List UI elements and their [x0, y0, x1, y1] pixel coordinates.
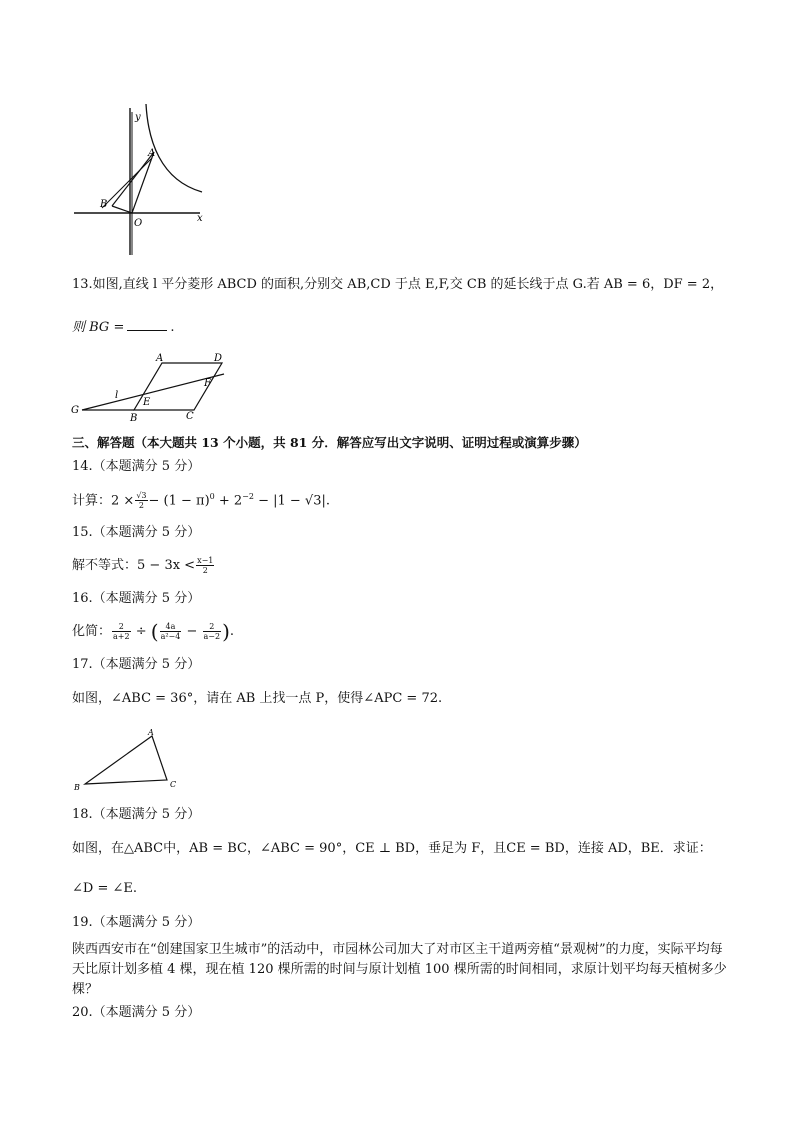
label-E: E	[143, 397, 151, 408]
label-x: x	[197, 213, 203, 224]
q16-prefix: 化简：	[72, 624, 112, 639]
q18-header: 18.（本题满分 5 分）	[72, 807, 201, 822]
q15-prefix: 解不等式：	[72, 558, 138, 573]
q14-expr-c: + 2	[214, 493, 243, 509]
label-D: D	[214, 353, 223, 364]
q14-fraction: $\frac{√3}{2}$	[136, 491, 147, 511]
label-y: y	[135, 112, 141, 123]
label-F: F	[204, 378, 211, 389]
q14-expr-a: 2 ×	[111, 493, 135, 509]
q14-expr-b: − (1 − π)	[148, 493, 210, 509]
q16-fraction-1: $\frac{2}{a+2}$	[113, 622, 130, 641]
q16-fraction-2: $\frac{4a}{\text{a²−4}}$	[160, 622, 181, 641]
label-B: B	[74, 783, 80, 792]
q14-prefix: 计算：	[72, 493, 112, 509]
label-A: A	[156, 353, 164, 364]
q15-expression	[72, 556, 215, 575]
q13-line2	[72, 318, 174, 337]
q20-header: 20.（本题满分 5 分）	[72, 1005, 201, 1020]
label-O: O	[134, 218, 143, 229]
label-G: G	[71, 405, 79, 416]
q14-expression: 计算：2 × $\frac{√3}{2}$ − $(1 - \pi)^0 + 2^{-2} - |1 - √3|$.	[72, 491, 331, 511]
q14-header: 14.（本题满分 5 分）	[72, 459, 201, 474]
hyperbola-graph-figure	[70, 100, 210, 260]
q13-line1: 13.如图,直线 l 平分菱形 ABCD 的面积,分别交 AB,CD 于点 E,F,交 CB 的延长线于点 G.若 AB = 6，DF = 2，	[72, 277, 724, 292]
q14-expr-d: − |1 − √3|.	[253, 493, 331, 509]
q16-expression: 化简： $\frac{2}{a+2}$ ÷ ( $\frac{4a}{\text{a²−4}}$ − $\frac{2}{a-2}$ ).	[72, 619, 235, 644]
q18-line1: 如图，在△ABC中，AB = BC，∠ABC = 90°，CE ⊥ BD，垂足为 F，且CE = BD，连接 AD，BE．求证：	[72, 841, 712, 856]
q18-line2: ∠D = ∠E.	[72, 881, 137, 896]
q15-expr: 5 − 3x <	[137, 558, 196, 573]
q19-header: 19.（本题满分 5 分）	[72, 915, 201, 930]
label-A: A	[148, 148, 156, 159]
label-C: C	[186, 411, 194, 422]
rhombus-figure	[68, 350, 238, 425]
q13-line2-post: .	[170, 320, 175, 335]
q13-answer-blank	[127, 318, 167, 331]
q17-header: 17.（本题满分 5 分）	[72, 657, 201, 672]
q15-header: 15.（本题满分 5 分）	[72, 525, 201, 540]
q15-fraction: $\frac{x-1}{2}$	[197, 556, 214, 575]
label-l: l	[115, 390, 119, 401]
q17-text: 如图，∠ABC = 36°，请在 AB 上找一点 P，使得∠APC = 72.	[72, 691, 443, 706]
label-C: C	[170, 780, 177, 789]
q16-header: 16.（本题满分 5 分）	[72, 591, 201, 606]
triangle-figure	[70, 724, 190, 796]
q13-line2-pre: 则 BG =	[72, 320, 125, 335]
label-B: B	[130, 413, 138, 424]
q16-fraction-3: $\frac{2}{a-2}$	[203, 622, 221, 641]
section-3-title: 三、解答题（本大题共 13 个小题，共 81 分．解答应写出文字说明、证明过程或演算步骤）	[72, 435, 587, 450]
label-B: B	[100, 199, 108, 210]
q19-text: 陕西西安市在“创建国家卫生城市”的活动中，市园林公司加大了对市区主干道两旁植“景观树”的力度，实际平均每天比原计划多植 4 棵，现在植 120 棵所需的时间与原计划植 100 棵所需的时间相同，求原计划平均每天植树多少棵？	[72, 942, 727, 997]
label-A: A	[148, 728, 154, 737]
